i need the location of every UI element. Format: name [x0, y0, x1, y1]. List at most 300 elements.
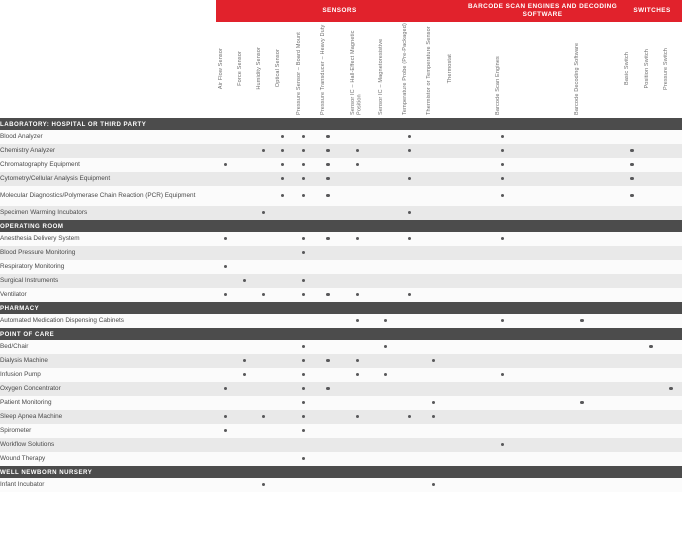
availability-dot-icon [356, 163, 359, 166]
matrix-cell-empty [315, 260, 341, 274]
matrix-cell-empty [660, 368, 682, 382]
matrix-cell-empty [445, 314, 463, 328]
matrix-cell-empty [642, 396, 660, 410]
matrix-cell-marked [273, 130, 292, 144]
table-row[interactable] [0, 410, 682, 424]
matrix-cell-empty [422, 260, 445, 274]
matrix-cell-empty [374, 452, 397, 466]
matrix-cell-empty [216, 274, 235, 288]
availability-dot-icon [224, 265, 227, 268]
matrix-cell-marked [216, 382, 235, 396]
matrix-cell-empty [341, 206, 374, 220]
matrix-cell-empty [341, 246, 374, 260]
matrix-cell-empty [463, 410, 542, 424]
column-header-label: Humidity Sensor [256, 47, 262, 90]
table-row[interactable] [0, 438, 682, 452]
matrix-cell-empty [463, 274, 542, 288]
matrix-cell-empty [422, 130, 445, 144]
table-row[interactable] [0, 382, 682, 396]
column-header-label: Thermistor or Temperature Sensor [425, 25, 432, 115]
matrix-cell-empty [622, 478, 642, 492]
matrix-cell-empty [463, 206, 542, 220]
availability-dot-icon [326, 149, 329, 152]
matrix-cell-empty [542, 424, 622, 438]
availability-dot-icon [302, 293, 305, 296]
table-row[interactable] [0, 246, 682, 260]
matrix-cell-empty [235, 424, 254, 438]
matrix-cell-empty [542, 206, 622, 220]
section-header-cell [254, 302, 273, 314]
availability-dot-icon [384, 373, 387, 376]
matrix-cell-empty [422, 232, 445, 246]
matrix-cell-empty [216, 130, 235, 144]
section-header-cell [622, 466, 642, 478]
matrix-cell-empty [445, 130, 463, 144]
matrix-cell-empty [216, 186, 235, 206]
matrix-cell-marked [292, 354, 315, 368]
matrix-cell-empty [397, 260, 422, 274]
matrix-cell-empty [235, 340, 254, 354]
table-row[interactable] [0, 172, 682, 186]
availability-dot-icon [408, 293, 411, 296]
section-header-cell [235, 220, 254, 232]
section-header-cell [622, 302, 642, 314]
matrix-cell-empty [292, 260, 315, 274]
matrix-cell-empty [660, 246, 682, 260]
section-header-row [0, 466, 682, 478]
availability-dot-icon [630, 194, 633, 197]
matrix-cell-empty [216, 206, 235, 220]
matrix-cell-marked [292, 288, 315, 302]
matrix-cell-empty [292, 438, 315, 452]
matrix-cell-empty [422, 382, 445, 396]
section-header-cell [660, 302, 682, 314]
matrix-cell-marked [216, 232, 235, 246]
table-row[interactable] [0, 144, 682, 158]
matrix-cell-empty [341, 452, 374, 466]
column-label-row [0, 22, 682, 118]
matrix-cell-empty [660, 206, 682, 220]
matrix-cell-marked [463, 144, 542, 158]
matrix-cell-empty [254, 438, 273, 452]
matrix-cell-empty [422, 274, 445, 288]
section-header-cell [235, 118, 254, 130]
section-header-cell [642, 328, 660, 340]
matrix-cell-empty [235, 246, 254, 260]
matrix-cell-marked [216, 410, 235, 424]
section-header-cell [254, 220, 273, 232]
matrix-cell-marked [292, 396, 315, 410]
matrix-cell-empty [622, 314, 642, 328]
matrix-cell-empty [341, 382, 374, 396]
matrix-cell-empty [254, 382, 273, 396]
availability-dot-icon [501, 177, 504, 180]
matrix-cell-marked [622, 158, 642, 172]
table-row[interactable] [0, 354, 682, 368]
matrix-cell-empty [622, 340, 642, 354]
product-label: Respiratory Monitoring [0, 260, 216, 274]
table-row[interactable] [0, 130, 682, 144]
table-row[interactable] [0, 368, 682, 382]
matrix-cell-empty [445, 424, 463, 438]
product-label: Dialysis Machine [0, 354, 216, 368]
matrix-cell-empty [315, 246, 341, 260]
section-header-cell [397, 118, 422, 130]
matrix-cell-empty [642, 382, 660, 396]
product-label: Wound Therapy [0, 452, 216, 466]
matrix-cell-marked [397, 232, 422, 246]
product-label: Anesthesia Delivery System [0, 232, 216, 246]
matrix-cell-empty [445, 246, 463, 260]
matrix-cell-marked [463, 130, 542, 144]
matrix-cell-empty [235, 396, 254, 410]
matrix-cell-marked [463, 232, 542, 246]
matrix-cell-marked [397, 144, 422, 158]
matrix-cell-empty [660, 452, 682, 466]
matrix-cell-empty [642, 452, 660, 466]
matrix-cell-marked [292, 382, 315, 396]
availability-dot-icon [281, 194, 284, 197]
matrix-cell-empty [235, 452, 254, 466]
column-header-label: Position Switch [644, 48, 651, 89]
matrix-cell-empty [622, 424, 642, 438]
product-label: Sleep Apnea Machine [0, 410, 216, 424]
availability-dot-icon [326, 387, 329, 390]
section-header-cell [445, 220, 463, 232]
matrix-cell-empty [445, 186, 463, 206]
matrix-cell-marked [292, 172, 315, 186]
availability-dot-icon [356, 237, 359, 240]
matrix-cell-marked [542, 314, 622, 328]
availability-dot-icon [262, 415, 265, 418]
table-row[interactable] [0, 274, 682, 288]
matrix-cell-marked [235, 274, 254, 288]
matrix-cell-empty [273, 452, 292, 466]
availability-dot-icon [302, 194, 305, 197]
product-label: Ventilator [0, 288, 216, 302]
section-header-cell [445, 302, 463, 314]
column-header-label: Basic Switch [624, 52, 631, 85]
matrix-cell-empty [542, 260, 622, 274]
matrix-cell-empty [622, 288, 642, 302]
matrix-cell-empty [254, 354, 273, 368]
section-header-cell [422, 302, 445, 314]
matrix-cell-empty [273, 424, 292, 438]
matrix-cell-empty [341, 424, 374, 438]
availability-dot-icon [262, 483, 265, 486]
matrix-cell-empty [463, 382, 542, 396]
matrix-cell-empty [292, 206, 315, 220]
matrix-cell-marked [622, 144, 642, 158]
matrix-cell-marked [397, 130, 422, 144]
availability-dot-icon [224, 163, 227, 166]
matrix-cell-empty [642, 172, 660, 186]
product-label: Chemistry Analyzer [0, 144, 216, 158]
table-row[interactable] [0, 186, 682, 206]
column-header-14 [642, 22, 660, 118]
availability-dot-icon [501, 373, 504, 376]
matrix-cell-marked [422, 354, 445, 368]
matrix-cell-marked [254, 144, 273, 158]
matrix-cell-empty [542, 478, 622, 492]
matrix-cell-empty [216, 172, 235, 186]
matrix-cell-empty [622, 410, 642, 424]
availability-dot-icon [432, 415, 435, 418]
table-row[interactable] [0, 232, 682, 246]
section-title: POINT OF CARE [0, 328, 216, 340]
matrix-cell-empty [463, 340, 542, 354]
availability-dot-icon [432, 359, 435, 362]
matrix-cell-empty [374, 130, 397, 144]
matrix-cell-empty [622, 452, 642, 466]
matrix-cell-empty [235, 232, 254, 246]
matrix-cell-empty [374, 354, 397, 368]
matrix-cell-empty [622, 368, 642, 382]
matrix-cell-empty [397, 354, 422, 368]
section-header-cell [292, 466, 315, 478]
matrix-cell-marked [292, 410, 315, 424]
table-row[interactable] [0, 206, 682, 220]
availability-dot-icon [432, 401, 435, 404]
matrix-cell-empty [422, 368, 445, 382]
table-row[interactable] [0, 288, 682, 302]
matrix-cell-empty [445, 158, 463, 172]
matrix-cell-marked [397, 288, 422, 302]
matrix-cell-marked [341, 354, 374, 368]
matrix-cell-empty [216, 144, 235, 158]
matrix-cell-marked [622, 172, 642, 186]
matrix-cell-empty [273, 340, 292, 354]
matrix-cell-empty [374, 172, 397, 186]
group-header-spacer [0, 0, 216, 22]
matrix-cell-empty [422, 288, 445, 302]
matrix-cell-empty [254, 314, 273, 328]
matrix-cell-empty [374, 410, 397, 424]
matrix-cell-empty [341, 438, 374, 452]
group-header-row [0, 0, 682, 22]
matrix-cell-empty [273, 206, 292, 220]
matrix-cell-empty [660, 172, 682, 186]
matrix-cell-marked [292, 368, 315, 382]
matrix-cell-empty [397, 478, 422, 492]
section-header-row [0, 302, 682, 314]
matrix-cell-empty [374, 382, 397, 396]
matrix-cell-marked [463, 368, 542, 382]
table-row[interactable] [0, 314, 682, 328]
availability-dot-icon [302, 237, 305, 240]
matrix-cell-marked [341, 368, 374, 382]
matrix-cell-empty [374, 274, 397, 288]
matrix-cell-empty [445, 438, 463, 452]
matrix-cell-empty [445, 368, 463, 382]
section-header-cell [642, 118, 660, 130]
matrix-cell-empty [542, 438, 622, 452]
matrix-cell-empty [315, 424, 341, 438]
section-title: WELL NEWBORN NURSERY [0, 466, 216, 478]
matrix-cell-empty [542, 130, 622, 144]
availability-dot-icon [408, 177, 411, 180]
availability-dot-icon [302, 457, 305, 460]
matrix-cell-marked [292, 158, 315, 172]
matrix-cell-marked [341, 288, 374, 302]
section-header-cell [374, 118, 397, 130]
column-header-label: Sensor IC – Magnetoresistive [377, 38, 384, 115]
section-header-cell [374, 466, 397, 478]
matrix-cell-empty [542, 172, 622, 186]
section-header-cell [254, 118, 273, 130]
table-row[interactable] [0, 158, 682, 172]
matrix-cell-empty [254, 274, 273, 288]
matrix-cell-empty [254, 246, 273, 260]
column-header-1 [235, 22, 254, 118]
matrix-cell-empty [341, 172, 374, 186]
section-header-cell [273, 220, 292, 232]
matrix-cell-empty [422, 172, 445, 186]
column-header-label: Barcode Decoding Software [574, 42, 581, 115]
matrix-cell-empty [374, 206, 397, 220]
matrix-cell-empty [216, 340, 235, 354]
section-header-cell [463, 220, 542, 232]
column-header-label: Pressure Sensor – Board Mount [295, 31, 302, 115]
table-row[interactable] [0, 424, 682, 438]
availability-dot-icon [281, 135, 284, 138]
matrix-cell-marked [622, 186, 642, 206]
table-row[interactable] [0, 396, 682, 410]
group-header-barcode-scan-engines-and-decoding-software: BARCODE SCAN ENGINES AND DECODING SOFTWARE [463, 0, 622, 22]
matrix-cell-empty [216, 354, 235, 368]
availability-dot-icon [356, 373, 359, 376]
section-header-cell [622, 118, 642, 130]
section-header-cell [397, 220, 422, 232]
section-header-cell [341, 118, 374, 130]
matrix-cell-marked [315, 158, 341, 172]
section-header-cell [292, 328, 315, 340]
availability-dot-icon [669, 387, 672, 390]
table-row[interactable] [0, 260, 682, 274]
matrix-cell-empty [445, 144, 463, 158]
matrix-cell-empty [660, 396, 682, 410]
section-header-cell [463, 118, 542, 130]
matrix-cell-marked [315, 186, 341, 206]
product-label: Spirometer [0, 424, 216, 438]
availability-dot-icon [630, 177, 633, 180]
availability-dot-icon [356, 293, 359, 296]
matrix-cell-empty [660, 410, 682, 424]
product-label: Surgical Instruments [0, 274, 216, 288]
availability-dot-icon [224, 387, 227, 390]
matrix-cell-empty [642, 144, 660, 158]
matrix-cell-empty [216, 452, 235, 466]
section-header-cell [315, 466, 341, 478]
availability-dot-icon [432, 483, 435, 486]
matrix-cell-marked [397, 410, 422, 424]
matrix-cell-marked [292, 246, 315, 260]
table-row[interactable] [0, 478, 682, 492]
availability-dot-icon [302, 135, 305, 138]
availability-dot-icon [356, 319, 359, 322]
section-header-cell [660, 328, 682, 340]
matrix-cell-empty [374, 396, 397, 410]
availability-dot-icon [302, 429, 305, 432]
matrix-cell-empty [445, 410, 463, 424]
matrix-cell-empty [445, 206, 463, 220]
column-header-label: Optical Sensor [275, 49, 281, 88]
matrix-cell-empty [422, 158, 445, 172]
matrix-cell-empty [445, 232, 463, 246]
availability-dot-icon [501, 194, 504, 197]
matrix-cell-empty [622, 274, 642, 288]
section-header-cell [397, 328, 422, 340]
matrix-cell-marked [341, 144, 374, 158]
matrix-cell-empty [445, 274, 463, 288]
table-row[interactable] [0, 340, 682, 354]
matrix-cell-empty [216, 478, 235, 492]
matrix-cell-empty [273, 354, 292, 368]
product-label: Infusion Pump [0, 368, 216, 382]
availability-dot-icon [326, 177, 329, 180]
section-header-cell [445, 328, 463, 340]
availability-dot-icon [281, 177, 284, 180]
availability-dot-icon [501, 237, 504, 240]
matrix-cell-empty [273, 382, 292, 396]
matrix-cell-marked [315, 232, 341, 246]
column-header-13 [622, 22, 642, 118]
matrix-cell-empty [422, 246, 445, 260]
column-header-label: Sensor IC – Hall-Effect Magnetic Position [349, 30, 362, 115]
section-header-cell [542, 220, 622, 232]
matrix-cell-empty [542, 410, 622, 424]
table-row[interactable] [0, 452, 682, 466]
matrix-cell-empty [542, 452, 622, 466]
availability-dot-icon [281, 149, 284, 152]
availability-dot-icon [302, 373, 305, 376]
column-header-10 [445, 22, 463, 118]
product-label: Workflow Solutions [0, 438, 216, 452]
column-label-spacer [0, 22, 216, 118]
column-header-15 [660, 22, 682, 118]
section-header-cell [374, 302, 397, 314]
product-label: Oxygen Concentrator [0, 382, 216, 396]
section-header-cell [341, 328, 374, 340]
section-header-row [0, 328, 682, 340]
availability-dot-icon [356, 149, 359, 152]
availability-dot-icon [243, 373, 246, 376]
matrix-cell-empty [235, 186, 254, 206]
matrix-cell-empty [660, 186, 682, 206]
section-header-cell [463, 328, 542, 340]
matrix-cell-empty [445, 172, 463, 186]
matrix-cell-marked [422, 478, 445, 492]
section-header-cell [216, 302, 235, 314]
matrix-cell-empty [374, 186, 397, 206]
matrix-cell-empty [315, 478, 341, 492]
section-header-cell [216, 328, 235, 340]
matrix-cell-empty [273, 478, 292, 492]
availability-dot-icon [384, 345, 387, 348]
section-header-cell [422, 328, 445, 340]
availability-dot-icon [501, 149, 504, 152]
matrix-cell-empty [397, 438, 422, 452]
matrix-cell-empty [622, 260, 642, 274]
matrix-cell-empty [235, 172, 254, 186]
section-header-cell [642, 220, 660, 232]
matrix-cell-empty [216, 438, 235, 452]
availability-dot-icon [302, 415, 305, 418]
matrix-cell-empty [463, 396, 542, 410]
matrix-cell-empty [642, 246, 660, 260]
matrix-cell-marked [235, 354, 254, 368]
section-header-cell [642, 466, 660, 478]
